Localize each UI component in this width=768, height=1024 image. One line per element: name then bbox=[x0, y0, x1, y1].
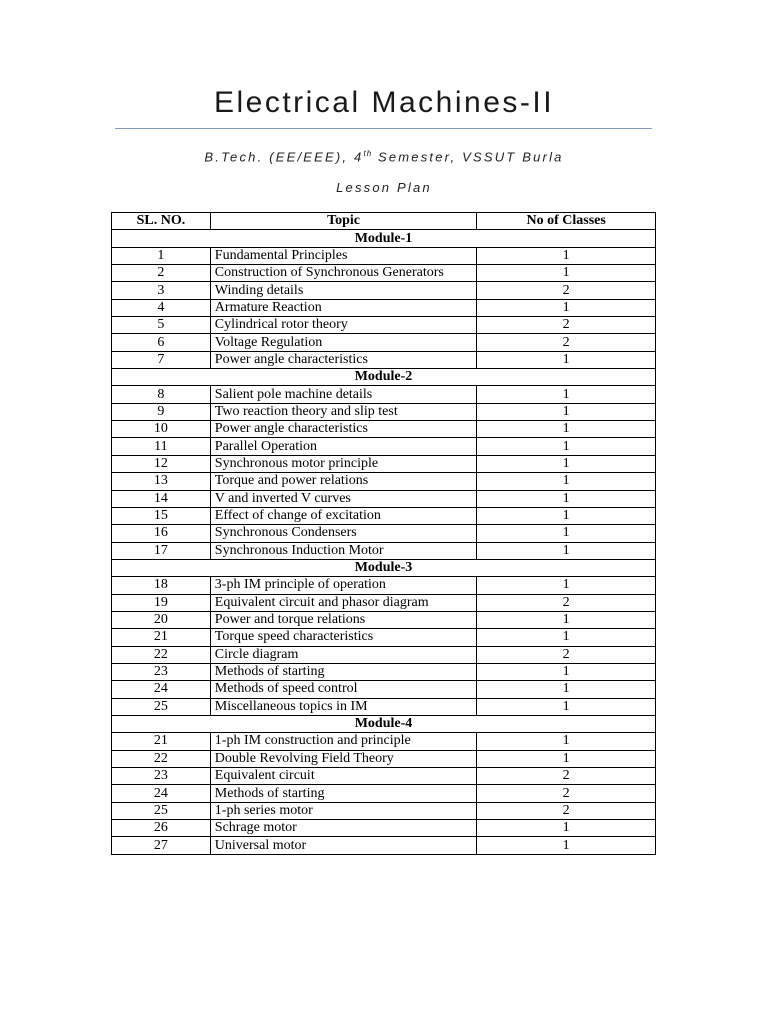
row-no-of-classes: 1 bbox=[477, 733, 656, 750]
row-sl-no: 12 bbox=[112, 455, 211, 472]
row-no-of-classes: 2 bbox=[477, 282, 656, 299]
row-topic: Power angle characteristics bbox=[210, 351, 477, 368]
row-no-of-classes: 1 bbox=[477, 438, 656, 455]
module-title: Module-1 bbox=[112, 230, 656, 247]
table-row bbox=[112, 837, 656, 854]
page-title: Electrical Machines-II bbox=[213, 86, 555, 119]
row-topic: Methods of starting bbox=[210, 663, 477, 680]
table-row bbox=[112, 403, 656, 420]
table-row bbox=[112, 629, 656, 646]
row-sl-no: 9 bbox=[112, 403, 211, 420]
row-topic: Winding details bbox=[210, 282, 477, 299]
table-row bbox=[112, 317, 656, 334]
row-topic: Double Revolving Field Theory bbox=[210, 750, 477, 767]
row-topic: Power and torque relations bbox=[210, 611, 477, 628]
row-no-of-classes: 1 bbox=[477, 421, 656, 438]
row-sl-no: 14 bbox=[112, 490, 211, 507]
row-topic: 1-ph series motor bbox=[210, 802, 477, 819]
row-sl-no: 2 bbox=[112, 265, 211, 282]
column-header-topic: Topic bbox=[210, 213, 477, 230]
table-row bbox=[112, 698, 656, 715]
table-row bbox=[112, 455, 656, 472]
row-no-of-classes: 1 bbox=[477, 247, 656, 264]
row-topic: 3-ph IM principle of operation bbox=[210, 577, 477, 594]
row-no-of-classes: 1 bbox=[477, 299, 656, 316]
row-topic: Equivalent circuit bbox=[210, 768, 477, 785]
row-topic: V and inverted V curves bbox=[210, 490, 477, 507]
row-no-of-classes: 1 bbox=[477, 750, 656, 767]
row-sl-no: 22 bbox=[112, 646, 211, 663]
table-row bbox=[112, 768, 656, 785]
table-row bbox=[112, 507, 656, 524]
row-sl-no: 10 bbox=[112, 421, 211, 438]
row-no-of-classes: 1 bbox=[477, 681, 656, 698]
row-no-of-classes: 2 bbox=[477, 334, 656, 351]
row-sl-no: 11 bbox=[112, 438, 211, 455]
row-topic: Fundamental Principles bbox=[210, 247, 477, 264]
row-topic: Methods of starting bbox=[210, 785, 477, 802]
row-no-of-classes: 2 bbox=[477, 785, 656, 802]
lesson-plan-table bbox=[111, 212, 656, 855]
table-row bbox=[112, 594, 656, 611]
row-no-of-classes: 1 bbox=[477, 698, 656, 715]
table-row bbox=[112, 386, 656, 403]
row-no-of-classes: 2 bbox=[477, 646, 656, 663]
subtitle-course: B.Tech. (EE/EEE), 4 bbox=[204, 149, 364, 165]
table-header-row bbox=[112, 213, 656, 230]
table-row bbox=[112, 733, 656, 750]
row-sl-no: 17 bbox=[112, 542, 211, 559]
row-no-of-classes: 1 bbox=[477, 577, 656, 594]
module-header-row bbox=[112, 369, 656, 386]
table-row bbox=[112, 646, 656, 663]
row-sl-no: 19 bbox=[112, 594, 211, 611]
row-no-of-classes: 1 bbox=[477, 473, 656, 490]
row-topic: Two reaction theory and slip test bbox=[210, 403, 477, 420]
module-header-row bbox=[112, 715, 656, 732]
row-sl-no: 22 bbox=[112, 750, 211, 767]
row-topic: Salient pole machine details bbox=[210, 386, 477, 403]
row-sl-no: 4 bbox=[112, 299, 211, 316]
row-topic: Power angle characteristics bbox=[210, 421, 477, 438]
row-no-of-classes: 2 bbox=[477, 802, 656, 819]
table-row bbox=[112, 525, 656, 542]
row-no-of-classes: 1 bbox=[477, 455, 656, 472]
table-row bbox=[112, 299, 656, 316]
lesson-plan-heading: Lesson Plan bbox=[336, 180, 432, 195]
row-no-of-classes: 1 bbox=[477, 542, 656, 559]
row-topic: Universal motor bbox=[210, 837, 477, 854]
column-header-no-of-classes: No of Classes bbox=[477, 213, 656, 230]
row-no-of-classes: 1 bbox=[477, 403, 656, 420]
table-row bbox=[112, 473, 656, 490]
module-header-row bbox=[112, 559, 656, 576]
row-sl-no: 24 bbox=[112, 681, 211, 698]
table-row bbox=[112, 351, 656, 368]
row-sl-no: 15 bbox=[112, 507, 211, 524]
row-sl-no: 23 bbox=[112, 768, 211, 785]
row-topic: 1-ph IM construction and principle bbox=[210, 733, 477, 750]
table-row bbox=[112, 611, 656, 628]
table-row bbox=[112, 785, 656, 802]
row-topic: Effect of change of excitation bbox=[210, 507, 477, 524]
table-row bbox=[112, 438, 656, 455]
row-no-of-classes: 1 bbox=[477, 820, 656, 837]
table-row bbox=[112, 282, 656, 299]
table-row bbox=[112, 247, 656, 264]
table-row bbox=[112, 681, 656, 698]
table-row bbox=[112, 750, 656, 767]
row-no-of-classes: 1 bbox=[477, 611, 656, 628]
row-no-of-classes: 1 bbox=[477, 663, 656, 680]
row-topic: Synchronous Induction Motor bbox=[210, 542, 477, 559]
row-sl-no: 21 bbox=[112, 629, 211, 646]
row-sl-no: 25 bbox=[112, 802, 211, 819]
row-topic: Synchronous Condensers bbox=[210, 525, 477, 542]
module-title: Module-2 bbox=[112, 369, 656, 386]
row-sl-no: 18 bbox=[112, 577, 211, 594]
row-topic: Parallel Operation bbox=[210, 438, 477, 455]
row-sl-no: 24 bbox=[112, 785, 211, 802]
table-row bbox=[112, 334, 656, 351]
subtitle-ordinal-suffix: th bbox=[363, 149, 373, 158]
row-topic: Schrage motor bbox=[210, 820, 477, 837]
table-row bbox=[112, 577, 656, 594]
module-title: Module-4 bbox=[112, 715, 656, 732]
module-header-row bbox=[112, 230, 656, 247]
row-topic: Synchronous motor principle bbox=[210, 455, 477, 472]
row-sl-no: 25 bbox=[112, 698, 211, 715]
row-no-of-classes: 1 bbox=[477, 351, 656, 368]
row-no-of-classes: 1 bbox=[477, 837, 656, 854]
row-no-of-classes: 2 bbox=[477, 768, 656, 785]
title-divider bbox=[115, 128, 652, 129]
row-topic: Armature Reaction bbox=[210, 299, 477, 316]
row-sl-no: 27 bbox=[112, 837, 211, 854]
course-subtitle bbox=[0, 149, 768, 164]
row-sl-no: 13 bbox=[112, 473, 211, 490]
row-sl-no: 7 bbox=[112, 351, 211, 368]
table-row bbox=[112, 820, 656, 837]
row-no-of-classes: 2 bbox=[477, 317, 656, 334]
row-sl-no: 8 bbox=[112, 386, 211, 403]
table-row bbox=[112, 663, 656, 680]
row-topic: Cylindrical rotor theory bbox=[210, 317, 477, 334]
row-sl-no: 23 bbox=[112, 663, 211, 680]
subtitle-institution: Semester, VSSUT Burla bbox=[372, 149, 564, 165]
row-no-of-classes: 1 bbox=[477, 490, 656, 507]
row-topic: Construction of Synchronous Generators bbox=[210, 265, 477, 282]
table-row bbox=[112, 490, 656, 507]
row-sl-no: 20 bbox=[112, 611, 211, 628]
row-sl-no: 6 bbox=[112, 334, 211, 351]
row-topic: Methods of speed control bbox=[210, 681, 477, 698]
module-title: Module-3 bbox=[112, 559, 656, 576]
row-topic: Torque and power relations bbox=[210, 473, 477, 490]
row-sl-no: 1 bbox=[112, 247, 211, 264]
row-topic: Voltage Regulation bbox=[210, 334, 477, 351]
row-topic: Equivalent circuit and phasor diagram bbox=[210, 594, 477, 611]
row-no-of-classes: 1 bbox=[477, 525, 656, 542]
row-no-of-classes: 1 bbox=[477, 386, 656, 403]
row-sl-no: 5 bbox=[112, 317, 211, 334]
row-topic: Circle diagram bbox=[210, 646, 477, 663]
row-topic: Miscellaneous topics in IM bbox=[210, 698, 477, 715]
row-sl-no: 16 bbox=[112, 525, 211, 542]
table-row bbox=[112, 802, 656, 819]
table-body bbox=[112, 230, 656, 854]
row-no-of-classes: 2 bbox=[477, 594, 656, 611]
table-row bbox=[112, 421, 656, 438]
row-no-of-classes: 1 bbox=[477, 629, 656, 646]
row-sl-no: 21 bbox=[112, 733, 211, 750]
table-row bbox=[112, 542, 656, 559]
column-header-sl-no: SL. NO. bbox=[112, 213, 211, 230]
row-no-of-classes: 1 bbox=[477, 265, 656, 282]
row-no-of-classes: 1 bbox=[477, 507, 656, 524]
table-row bbox=[112, 265, 656, 282]
row-topic: Torque speed characteristics bbox=[210, 629, 477, 646]
row-sl-no: 3 bbox=[112, 282, 211, 299]
row-sl-no: 26 bbox=[112, 820, 211, 837]
